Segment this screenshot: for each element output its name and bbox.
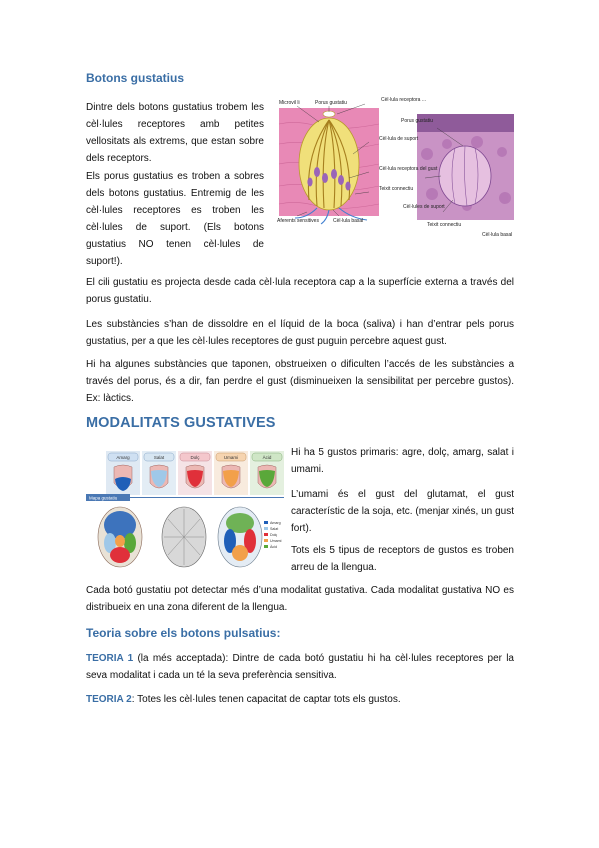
tongue-map-illustration: [86, 449, 284, 571]
label-porus: Porus gustatiu: [315, 100, 347, 106]
legend-4: Àcid: [270, 545, 277, 549]
tongue-map-middle: [162, 507, 206, 567]
label-top-right: Cèl·lula receptora ...: [381, 97, 427, 103]
label-basal2: Cèl·lula basal: [482, 232, 513, 238]
paragraph-taponen: Hi ha algunes substàncies que taponen, obstrueixen o dificulten l’accés de les substàncies a través del porus, és a dir, fan perdre el gust (disminueixen la sensibilitat per percebre gustos). Ex: làctics.: [86, 359, 514, 404]
legend-0: Amarg: [270, 521, 281, 525]
label-conn2: Teixit connectiu: [427, 222, 462, 228]
label-taste-2: Dolç: [190, 455, 200, 460]
label-aferents: Aferents sensitives: [277, 218, 319, 224]
label-taste-3: Umami: [223, 455, 239, 460]
label-cel-suport: Cèl·lules de suport: [403, 204, 445, 210]
label-receptora: Cèl·lula receptora del gust: [379, 166, 438, 172]
paragraph-cili: El cili gustatiu es projecta desde cada cèl·lula receptora cap a la superfície externa a través del porus gustatiu.: [86, 277, 514, 305]
teoria-1-text: (la més acceptada): Dintre de cada botó gustatiu hi ha cèl·lules receptores per la seva modalitat i cada un té la seva preferència sensitiva.: [86, 653, 514, 681]
micrograph-bud: [439, 146, 491, 206]
section-heading-teoria: Teoria sobre els botons pulsatius:: [86, 626, 281, 640]
label-taste-1: Salat: [153, 455, 165, 460]
teoria-2-text: : Totes les cèl·lules tenen capacitat de captar tots els gustos.: [131, 694, 401, 705]
paragraph-teoria-1: [86, 650, 514, 684]
taste-bud-illustration: [277, 94, 514, 250]
teoria-2-label: TEORIA 2: [86, 694, 132, 705]
label-porus-right: Porus gustatiu: [401, 118, 433, 124]
label-basal: Cèl·lula basal: [333, 218, 364, 224]
map-tab-label: Mapa gustatiu: [89, 495, 118, 501]
paragraph-5-gustos: Hi ha 5 gustos primaris: agre, dolç, amarg, salat i umami.: [291, 447, 514, 475]
label-microvilli: Microvil li: [279, 100, 300, 106]
label-taste-4: Àcid: [262, 455, 272, 460]
taste-bud-figure: [277, 94, 514, 250]
paragraph-receptors: Dintre dels botons gustatius trobem les cèl·lules receptores amb petites vellositats als extrems, que estan sobre dels receptors.: [86, 102, 264, 164]
paragraph-porus: Els porus gustatius es troben a sobres dels botons gustatius. Entremig de les cèl·lules receptores es troben les cèl·lules de suport. (Els botons gustatius NO tenen cèl·lules de suport!).: [86, 171, 264, 267]
label-suport: Cèl·lula de suport: [379, 136, 419, 142]
section-heading-botons: Botons gustatius: [86, 71, 184, 85]
tongue-map-right: [218, 507, 262, 567]
taste-bud-body: [299, 118, 359, 210]
paragraph-substancies: Les substàncies s’han de dissoldre en el líquid de la boca (saliva) i han d’entrar pels porus gustatius, per a que les cèl·lules receptores de gust puguin percebre aquest gust.: [86, 319, 514, 347]
paragraph-modalitat: Cada botó gustatiu pot detectar més d’una modalitat gustativa. Cada modalitat gustativa NO es distribueix en una zona diferent de la llengua.: [86, 585, 514, 613]
legend-2: Dolç: [270, 533, 278, 537]
section-heading-modalitats: MODALITATS GUSTATIVES: [86, 415, 276, 431]
teoria-1-label: TEORIA 1: [86, 653, 134, 664]
legend-3: Umami: [270, 539, 282, 543]
taste-modality-figure: [86, 449, 284, 571]
label-taste-0: Amarg: [116, 455, 130, 460]
paragraph-umami: L’umami és el gust del glutamat, el gust característic de la soja, etc. (menjar xinés, un gust fort).: [291, 489, 514, 534]
label-conn: Teixit connectiu: [379, 186, 414, 192]
tongue-map-left: [98, 507, 142, 567]
paragraph-receptors-arreu: Tots els 5 tipus de receptors de gustos es troben arreu de la llengua.: [291, 545, 514, 573]
paragraph-teoria-2: [86, 691, 514, 708]
map-legend: [264, 521, 282, 549]
legend-1: Salat: [270, 527, 279, 531]
